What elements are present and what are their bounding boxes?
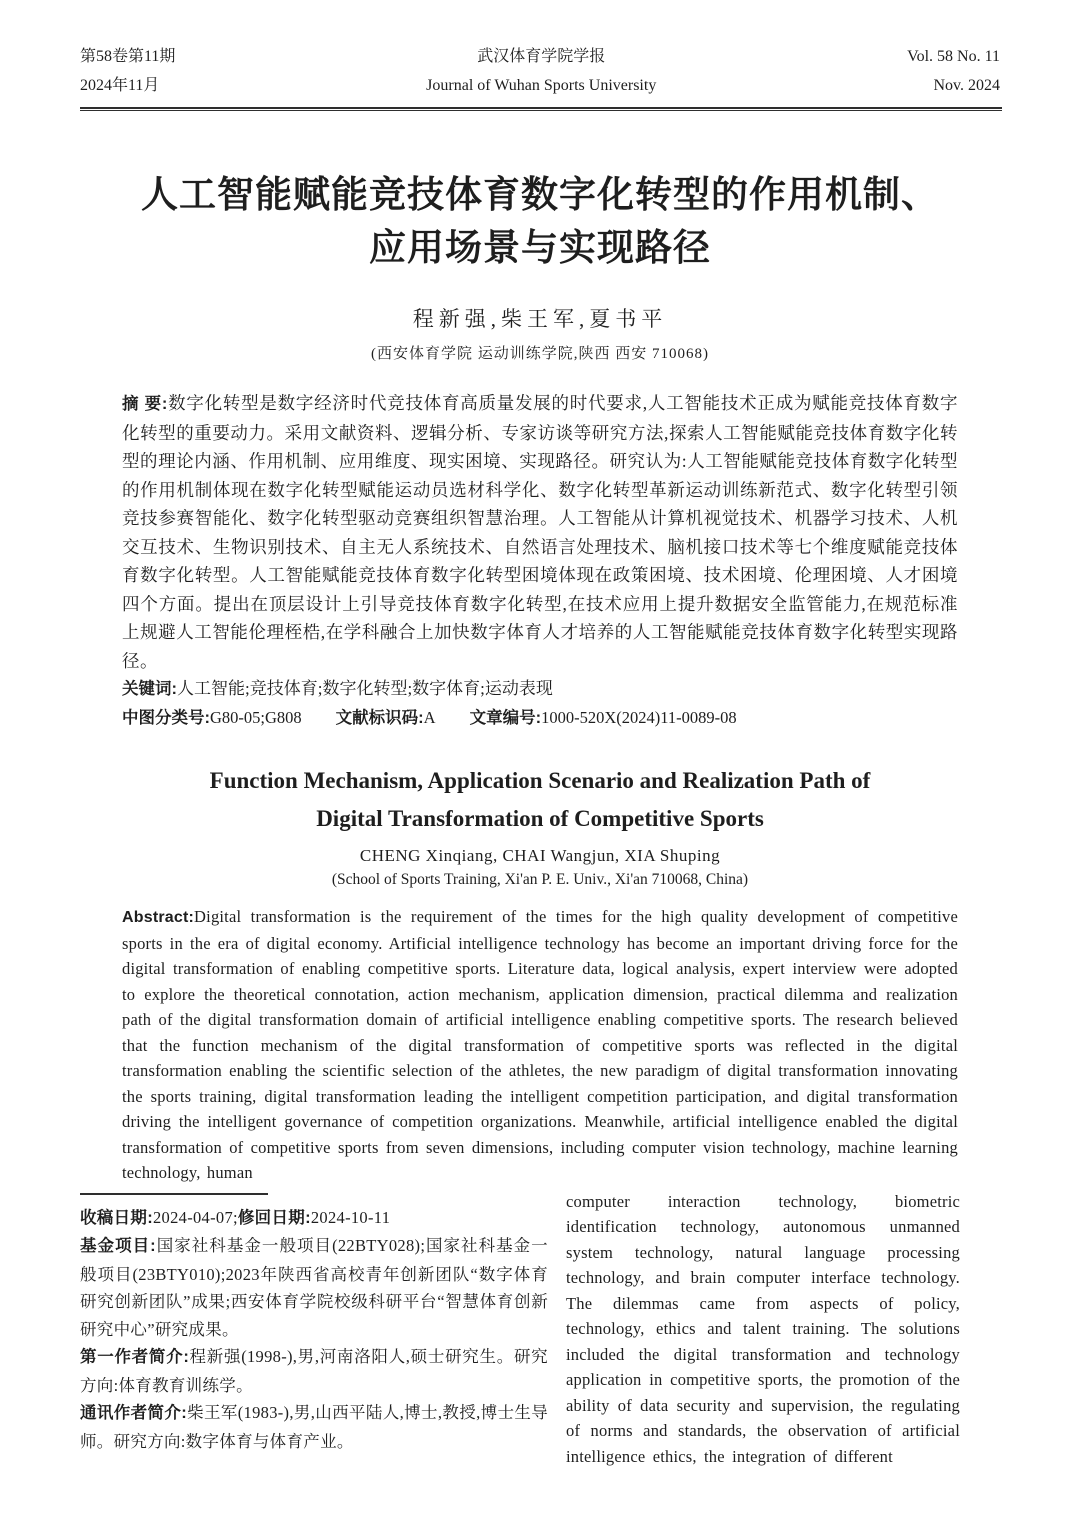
article-title-cn-line2: 应用场景与实现路径 (369, 228, 711, 269)
issue-date-cn: 2024年11月 (80, 77, 160, 94)
clc-label: 中图分类号: (122, 708, 210, 727)
header-divider (80, 107, 1002, 111)
article-title-en-line2: Digital Transformation of Competitive Sports (316, 806, 764, 831)
abstract-cn-text: 数字化转型是数字经济时代竞技体育高质量发展的时代要求,人工智能技术正成为赋能竞技体育数字化转型的重要动力。采用文献资料、逻辑分析、专家访谈等研究方法,探索人工智能赋能竞技体育数字化转型的理论内涵、作用机制、应用维度、现实困境、实现路径。研究认为:人工智能赋能竞技体育数字化转型的作用机制体现在数字化转型赋能运动员选材科学化、数字化转型革新运动训练新范式、数字化转型引领竞技参赛智能化、数字化转型驱动竞赛组织智慧治理。人工智能从计算机视觉技术、机器学习技术、人机交互技术、生物识别技术、自主无人系统技术、自然语言处理技术、脑机接口技术等七个维度赋能竞技体育数字化转型。人工智能赋能竞技体育数字化转型困境体现在政策困境、技术困境、伦理困境、人才困境四个方面。提出在顶层设计上引导竞技体育数字化转型,在技术应用上提升数据安全监管能力,在规范标准上规避人工智能伦理桎梏,在学科融合上加快数字体育人才培养的人工智能赋能竞技体育数字化转型实现路径。 (122, 393, 958, 671)
received-date-value: 2024-04-07; (153, 1207, 238, 1227)
clc-group (122, 708, 302, 727)
first-author-text: 程新强(1998-),男,河南洛阳人,硕士研究生。研究方向:体育教育训练学。 (80, 1347, 548, 1395)
journal-title-cn: 武汉体育学院学报 (477, 48, 606, 65)
fund-text: 国家社科基金一般项目(22BTY028);国家社科基金一般项目(23BTY010);2023年陕西省高校青年创新团队“数字体育研究创新团队”成果;西安体育学院校级科研平台“智慧体育创新研究中心”研究成果。 (80, 1236, 548, 1339)
revised-date-value: 2024-10-11 (310, 1207, 391, 1227)
footnote-corresponding-author (80, 1399, 548, 1455)
journal-title-en: Journal of Wuhan Sports University (426, 77, 657, 94)
keywords-text: 人工智能;竞技体育;数字化转型;数字体育;运动表现 (177, 679, 553, 698)
running-head (0, 0, 1080, 100)
footnote-dates (80, 1204, 548, 1233)
footnote-first-author (80, 1343, 548, 1399)
first-author-label: 第一作者简介: (80, 1348, 190, 1366)
journal-title-block (426, 42, 656, 100)
affiliation-cn: (西安体育学院 运动训练学院,陕西 西安 710068) (371, 346, 709, 362)
article-title-cn (0, 169, 1080, 275)
doc-code-label: 文献标识码: (335, 708, 424, 727)
header-volume-block (907, 42, 1000, 100)
footnote-divider (80, 1193, 268, 1195)
doc-code-value: A (423, 707, 436, 727)
fund-label: 基金项目: (80, 1237, 156, 1255)
doc-code-group (336, 708, 436, 727)
abstract-cn (122, 389, 958, 675)
corresponding-author-text: 柴王军(1983-),男,山西平陆人,博士,教授,博士生导师。研究方向:数字体育与体育产业。 (80, 1403, 548, 1451)
authors-en: CHENG Xinqiang, CHAI Wangjun, XIA Shuping (359, 846, 721, 865)
abstract-en-main-text: Digital transformation is the requirement of the times for the high quality development of competitive sports in the era of digital economy. Artificial intelligence technology has become an important driving force for the digital transformation of enabling competitive sports. Literature data, logical analysis, expert interview were adopted to explore the theoretical connotation, action mechanism, application dimension, practical dilemma and realization path of the digital transformation domain of artificial intelligence enabling competitive sports. The research believed that the function mechanism of the digital transformation of competitive sports was reflected in the digital transformation enabling the scientific selection of the athletes, the new paradigm of digital transformation innovating the sports training, digital transformation leading the intelligent competition participation, and digital transformation driving the intelligent governance of competition organizations. Meanwhile, artificial intelligence enabled the digital transformation of competitive sports from seven dimensions, including computer vision technology, machine learning technology, human (122, 907, 958, 1182)
article-title-cn-line1: 人工智能赋能竞技体育数字化转型的作用机制、 (141, 175, 939, 216)
classification-line (122, 704, 958, 733)
abstract-en-label: Abstract: (122, 909, 195, 926)
footnote-block (80, 1189, 548, 1456)
authors-cn: 程新强,柴王军,夏书平 (412, 307, 668, 331)
issue-date-en: Nov. 2024 (933, 77, 1000, 94)
revised-date-label: 修回日期: (237, 1208, 311, 1227)
keywords-line (122, 675, 958, 704)
article-id-label: 文章编号: (469, 708, 542, 727)
header-issue-block (80, 42, 175, 100)
issue-number-cn: 第58卷第11期 (80, 48, 176, 65)
article-title-en (0, 762, 1080, 838)
volume-number-en: Vol. 58 No. 11 (907, 48, 1000, 65)
abstract-en-right-column: computer interaction technology, biometric identification technology, autonomous unmanned system technology, natural language processing technology, and brain computer interface technology. The dilemmas came from aspects of policy, technology, ethics and talent training. The solutions included the digital transformation and technology application in competitive sports, the promotion of the ability of data security and supervision, the regulating of norms and standards, the observation of artificial intelligence ethics, the integration of different (566, 1191, 960, 1466)
keywords-label: 关键词: (122, 680, 177, 698)
article-id-value: 1000-520X(2024)11-0089-08 (541, 707, 737, 727)
received-date-label: 收稿日期: (80, 1208, 153, 1227)
clc-value: G80-05;G808 (210, 707, 302, 727)
affiliation-en: (School of Sports Training, Xi'an P. E. Univ., Xi'an 710068, China) (331, 871, 749, 888)
abstract-cn-label: 摘 要: (122, 395, 168, 413)
bottom-two-columns (80, 1189, 960, 1470)
article-id-group (470, 708, 737, 727)
corresponding-author-label: 通讯作者简介: (80, 1404, 188, 1422)
article-title-en-line1: Function Mechanism, Application Scenario and Realization Path of (209, 768, 871, 793)
footnote-fund (80, 1232, 548, 1343)
abstract-en-main (122, 904, 958, 1186)
